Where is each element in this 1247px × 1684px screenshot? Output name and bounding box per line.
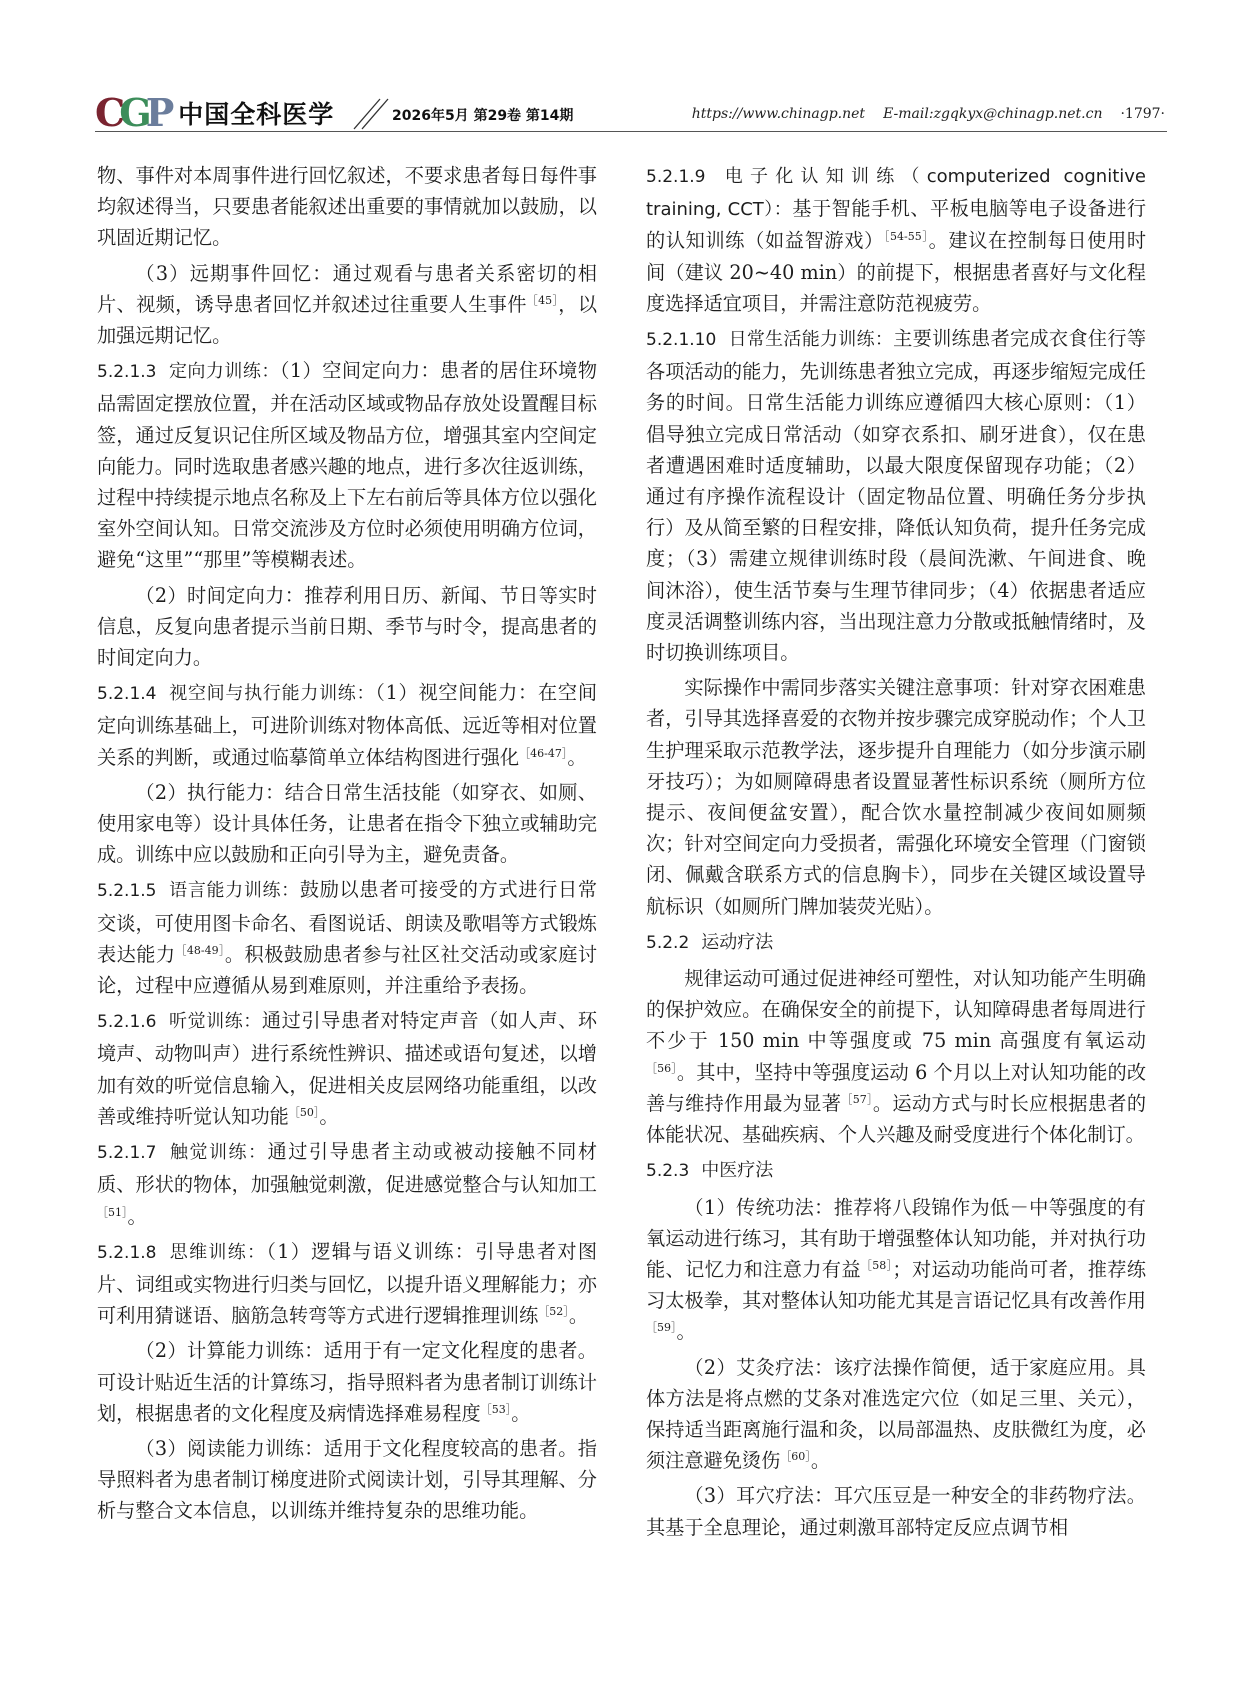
section-number: 5.2.3 <box>646 1161 690 1182</box>
paragraph: （3）阅读能力训练：适用于文化程度较高的患者。指导照料者为患者制订梯度进阶式阅读计划，引导其理解、分析与整合文本信息，以训练并维持复杂的思维功能。 <box>97 1436 597 1523</box>
email-address[interactable]: E-mail:zgqkyx@chinagp.net.cn <box>883 106 1103 122</box>
section-5-2-1-10: 5.2.1.10 日常生活能力训练：主要训练患者完成衣食住行等各项活动的能力，先训练患者独立完成，再逐步缩短完成任务的时间。日常生活能力训练应遵循四大核心原则：（1）倡导独立完成日常活动（如穿衣系扣、刷牙进食），仅在患者遭遇困难时适度辅助，以最大限度保留现存功能；（2）通过有序操作流程设计（固定物品位置、明确任务分步执行）及从简至繁的日程安排，降低认知负荷，提升任务完成度；（3）需建立规律训练时段（晨间洗漱、午间进食、晚间沐浴），使生活节奏与生理节律同步；（4）依据患者适应度灵活调整训练内容，当出现注意力分散或抵触情绪时，及时切换训练项目。 <box>646 327 1147 665</box>
website-link[interactable]: https://www.chinagp.net <box>691 106 866 122</box>
section-title: 定向力训练： <box>168 361 280 383</box>
section-number: 5.2.1.6 <box>97 1012 157 1033</box>
section-number: 5.2.1.7 <box>97 1143 157 1164</box>
section-5-2-1-3: 5.2.1.3 定向力训练：（1）空间定向力：患者的居住环境物品需固定摆放位置，并在活动区域或物品存放处设置醒目标签，通过反复识记住所区域及物品方位，增强其室内空间定向能力。同时选取患者感兴趣的地点，进行多次往返训练，过程中持续提示地点名称及上下左右前后等具体方位以强化室外空间认知。日常交流涉及方位时必须使用明确方位词，避免“这里”“那里”等模糊表述。 <box>97 359 598 572</box>
logo-letter-c: C <box>95 90 120 135</box>
section-title: 思维训练： <box>168 1241 267 1263</box>
paragraph: （2）艾灸疗法：该疗法操作简便，适于家庭应用。具体方法是将点燃的艾条对准选定穴位（如足三里、关元），保持适当距离施行温和灸，以局部温热、皮肤微红为度，必须注意避免烫伤$^{[60]}$。 <box>646 1355 1146 1473</box>
section-5-2-1-8: 5.2.1.8 思维训练：（1）逻辑与语义训练：引导患者对图片、词组或实物进行归类与回忆，以提升语义理解能力；亦可利用猜谜语、脑筋急转弯等方式进行逻辑推理训练$^{[52]}$。 <box>97 1239 598 1328</box>
section-5-2-1-4: 5.2.1.4 视空间与执行能力训练：（1）视空间能力：在空间定向训练基础上，可进阶训练对物体高低、远近等相对位置关系的判断，或通过临摹简单立体结构图进行强化$^{[46-47]}$。 <box>97 681 598 769</box>
section-5-2-1-5: 5.2.1.5 语言能力训练：鼓励以患者可接受的方式进行日常交谈，可使用图卡命名、看图说话、朗读及歌唱等方式锻炼表达能力$^{[48-49]}$。积极鼓励患者参与社区社交活动或家庭讨论，过程中应遵循从易到难原则，并注重给予表扬。 <box>97 878 598 998</box>
section-5-2-1-6: 5.2.1.6 听觉训练：通过引导患者对特定声音（如人声、环境声、动物叫声）进行系统性辨识、描述或语句复述，以增加有效的听觉信息输入，促进相关皮层网络功能重组，以改善或维持听觉认知功能$^{[50]}$。 <box>97 1009 598 1128</box>
section-title: 中医疗法 <box>701 1160 774 1182</box>
section-number: 5.2.2 <box>646 932 690 953</box>
section-number: 5.2.1.9 <box>646 167 706 187</box>
left-column <box>97 160 597 1531</box>
section-5-2-1-7: 5.2.1.7 触觉训练：通过引导患者主动或被动接触不同材质、形状的物体，加强触觉刺激，促进感觉整合与认知加工$^{[51]}$。 <box>97 1140 598 1228</box>
section-number: 5.2.1.4 <box>97 684 157 705</box>
section-5-2-1-9: 5.2.1.9 电子化认知训练（computerized cognitive training, CCT）：基于智能手机、平板电脑等电子设备进行的认知训练（如益智游戏）$^{[54-55]}$。建议在控制每日使用时间（建议 20~40 min）的前提下，根据患者喜好与文化程度选择适宜项目，并需注意防范视疲劳。 <box>646 166 1147 315</box>
citation[interactable]: ［48-49］ <box>175 943 225 957</box>
section-title: 听觉训练： <box>168 1011 262 1033</box>
section-title: 电子化认知训练（computerized cognitive training, CCT）： <box>646 166 1146 221</box>
citation[interactable]: ［46-47］ <box>519 746 568 760</box>
header-slash-divider <box>350 95 390 133</box>
issue-info: 2026年5月 第29卷 第14期 <box>392 108 574 124</box>
section-title: 触觉训练： <box>168 1142 268 1164</box>
journal-name: 中国全科医学 <box>178 100 335 129</box>
paragraph: （2）时间定向力：推荐利用日历、新闻、节日等实时信息，反复向患者提示当前日期、季节与时令，提高患者的时间定向力。 <box>97 583 597 670</box>
header-contact <box>692 106 1165 122</box>
citation[interactable]: ［57］ <box>841 1092 873 1106</box>
paragraph: （3）远期事件回忆：通过观看与患者关系密切的相片、视频，诱导患者回忆并叙述过往重要人生事件$^{[45]}$，以加强远期记忆。 <box>97 261 598 348</box>
paragraph: （1）传统功法：推荐将八段锦作为低－中等强度的有氧运动进行练习，其有助于增强整体认知功能，并对执行功能、记忆力和注意力有益$^{[58]}$；对运动功能尚可者，推荐练习太极拳，其对整体认知功能尤其是言语记忆具有改善作用$^{[59]}$。 <box>646 1195 1147 1344</box>
section-number: 5.2.1.3 <box>97 362 157 383</box>
paragraph: 物、事件对本周事件进行回忆叙述，不要求患者每日每件事均叙述得当，只要患者能叙述出重要的事情就加以鼓励，以巩固近期记忆。 <box>97 164 597 250</box>
citation[interactable]: ［51］ <box>97 1205 128 1219</box>
citation[interactable]: ［53］ <box>480 1402 512 1416</box>
section-5-2-2 <box>646 926 1146 959</box>
logo-mark <box>95 90 168 136</box>
citation[interactable]: ［45］ <box>526 293 559 307</box>
citation[interactable]: ［58］ <box>860 1258 893 1272</box>
paragraph: （2）执行能力：结合日常生活技能（如穿衣、如厕、使用家电等）设计具体任务，让患者在指令下独立或辅助完成。训练中应以鼓励和正向引导为主，避免责备。 <box>97 780 597 867</box>
citation[interactable]: ［59］ <box>646 1321 677 1335</box>
citation[interactable]: ［52］ <box>538 1305 569 1319</box>
right-column <box>646 160 1146 1547</box>
section-number: 5.2.1.5 <box>97 881 157 902</box>
logo-letter-g: G <box>119 90 146 135</box>
citation[interactable]: ［50］ <box>288 1105 320 1119</box>
citation[interactable]: ［60］ <box>780 1450 811 1464</box>
section-title: 视空间与执行能力训练： <box>168 683 376 705</box>
citation[interactable]: ［56］ <box>646 1061 677 1075</box>
section-title: 运动疗法 <box>701 931 774 953</box>
header-rule <box>95 131 1167 132</box>
paragraph: （3）耳穴疗法：耳穴压豆是一种安全的非药物疗法。其基于全息理论，通过刺激耳部特定反应点调节相 <box>646 1484 1146 1539</box>
citation[interactable]: ［54-55］ <box>883 230 929 244</box>
journal-logo <box>95 90 334 136</box>
logo-letter-p: P <box>145 90 169 135</box>
section-number: 5.2.1.10 <box>646 330 717 351</box>
section-title: 日常生活能力训练： <box>728 329 894 351</box>
section-5-2-3 <box>646 1154 1146 1187</box>
section-number: 5.2.1.8 <box>97 1242 157 1263</box>
paragraph: 实际操作中需同步落实关键注意事项：针对穿衣困难患者，引导其选择喜爱的衣物并按步骤完成穿脱动作；个人卫生护理采取示范教学法，逐步提升自理能力（如分步演示刷牙技巧）；为如厕障碍患者设置显著性标识系统（厕所方位提示、夜间便盆安置），配合饮水量控制减少夜间如厕频次；针对空间定向力受损者，需强化环境安全管理（门窗锁闭、佩戴含联系方式的信息胸卡），同步在关键区域设置导航标识（如厕所门牌加装荧光贴）。 <box>646 676 1146 918</box>
paragraph: 规律运动可通过促进神经可塑性，对认知功能产生明确的保护效应。在确保安全的前提下，认知障碍患者每周进行不少于 150 min 中等强度或 75 min 高强度有氧运动$^{[56]}$。其中，坚持中等强度运动 6 个月以上对认知功能的改善与维持作用最为显著$^{[57]}$。运动方式与时长应根据患者的体能状况、基础疾病、个人兴趣及耐受度进行个体化制订。 <box>646 967 1147 1147</box>
page-header <box>0 0 1247 150</box>
section-title: 语言能力训练： <box>168 880 300 902</box>
paragraph: （2）计算能力训练：适用于有一定文化程度的患者。可设计贴近生活的计算练习，指导照料者为患者制订训练计划，根据患者的文化程度及病情选择难易程度$^{[53]}$。 <box>97 1339 597 1425</box>
page-number: ·1797· <box>1120 106 1165 122</box>
